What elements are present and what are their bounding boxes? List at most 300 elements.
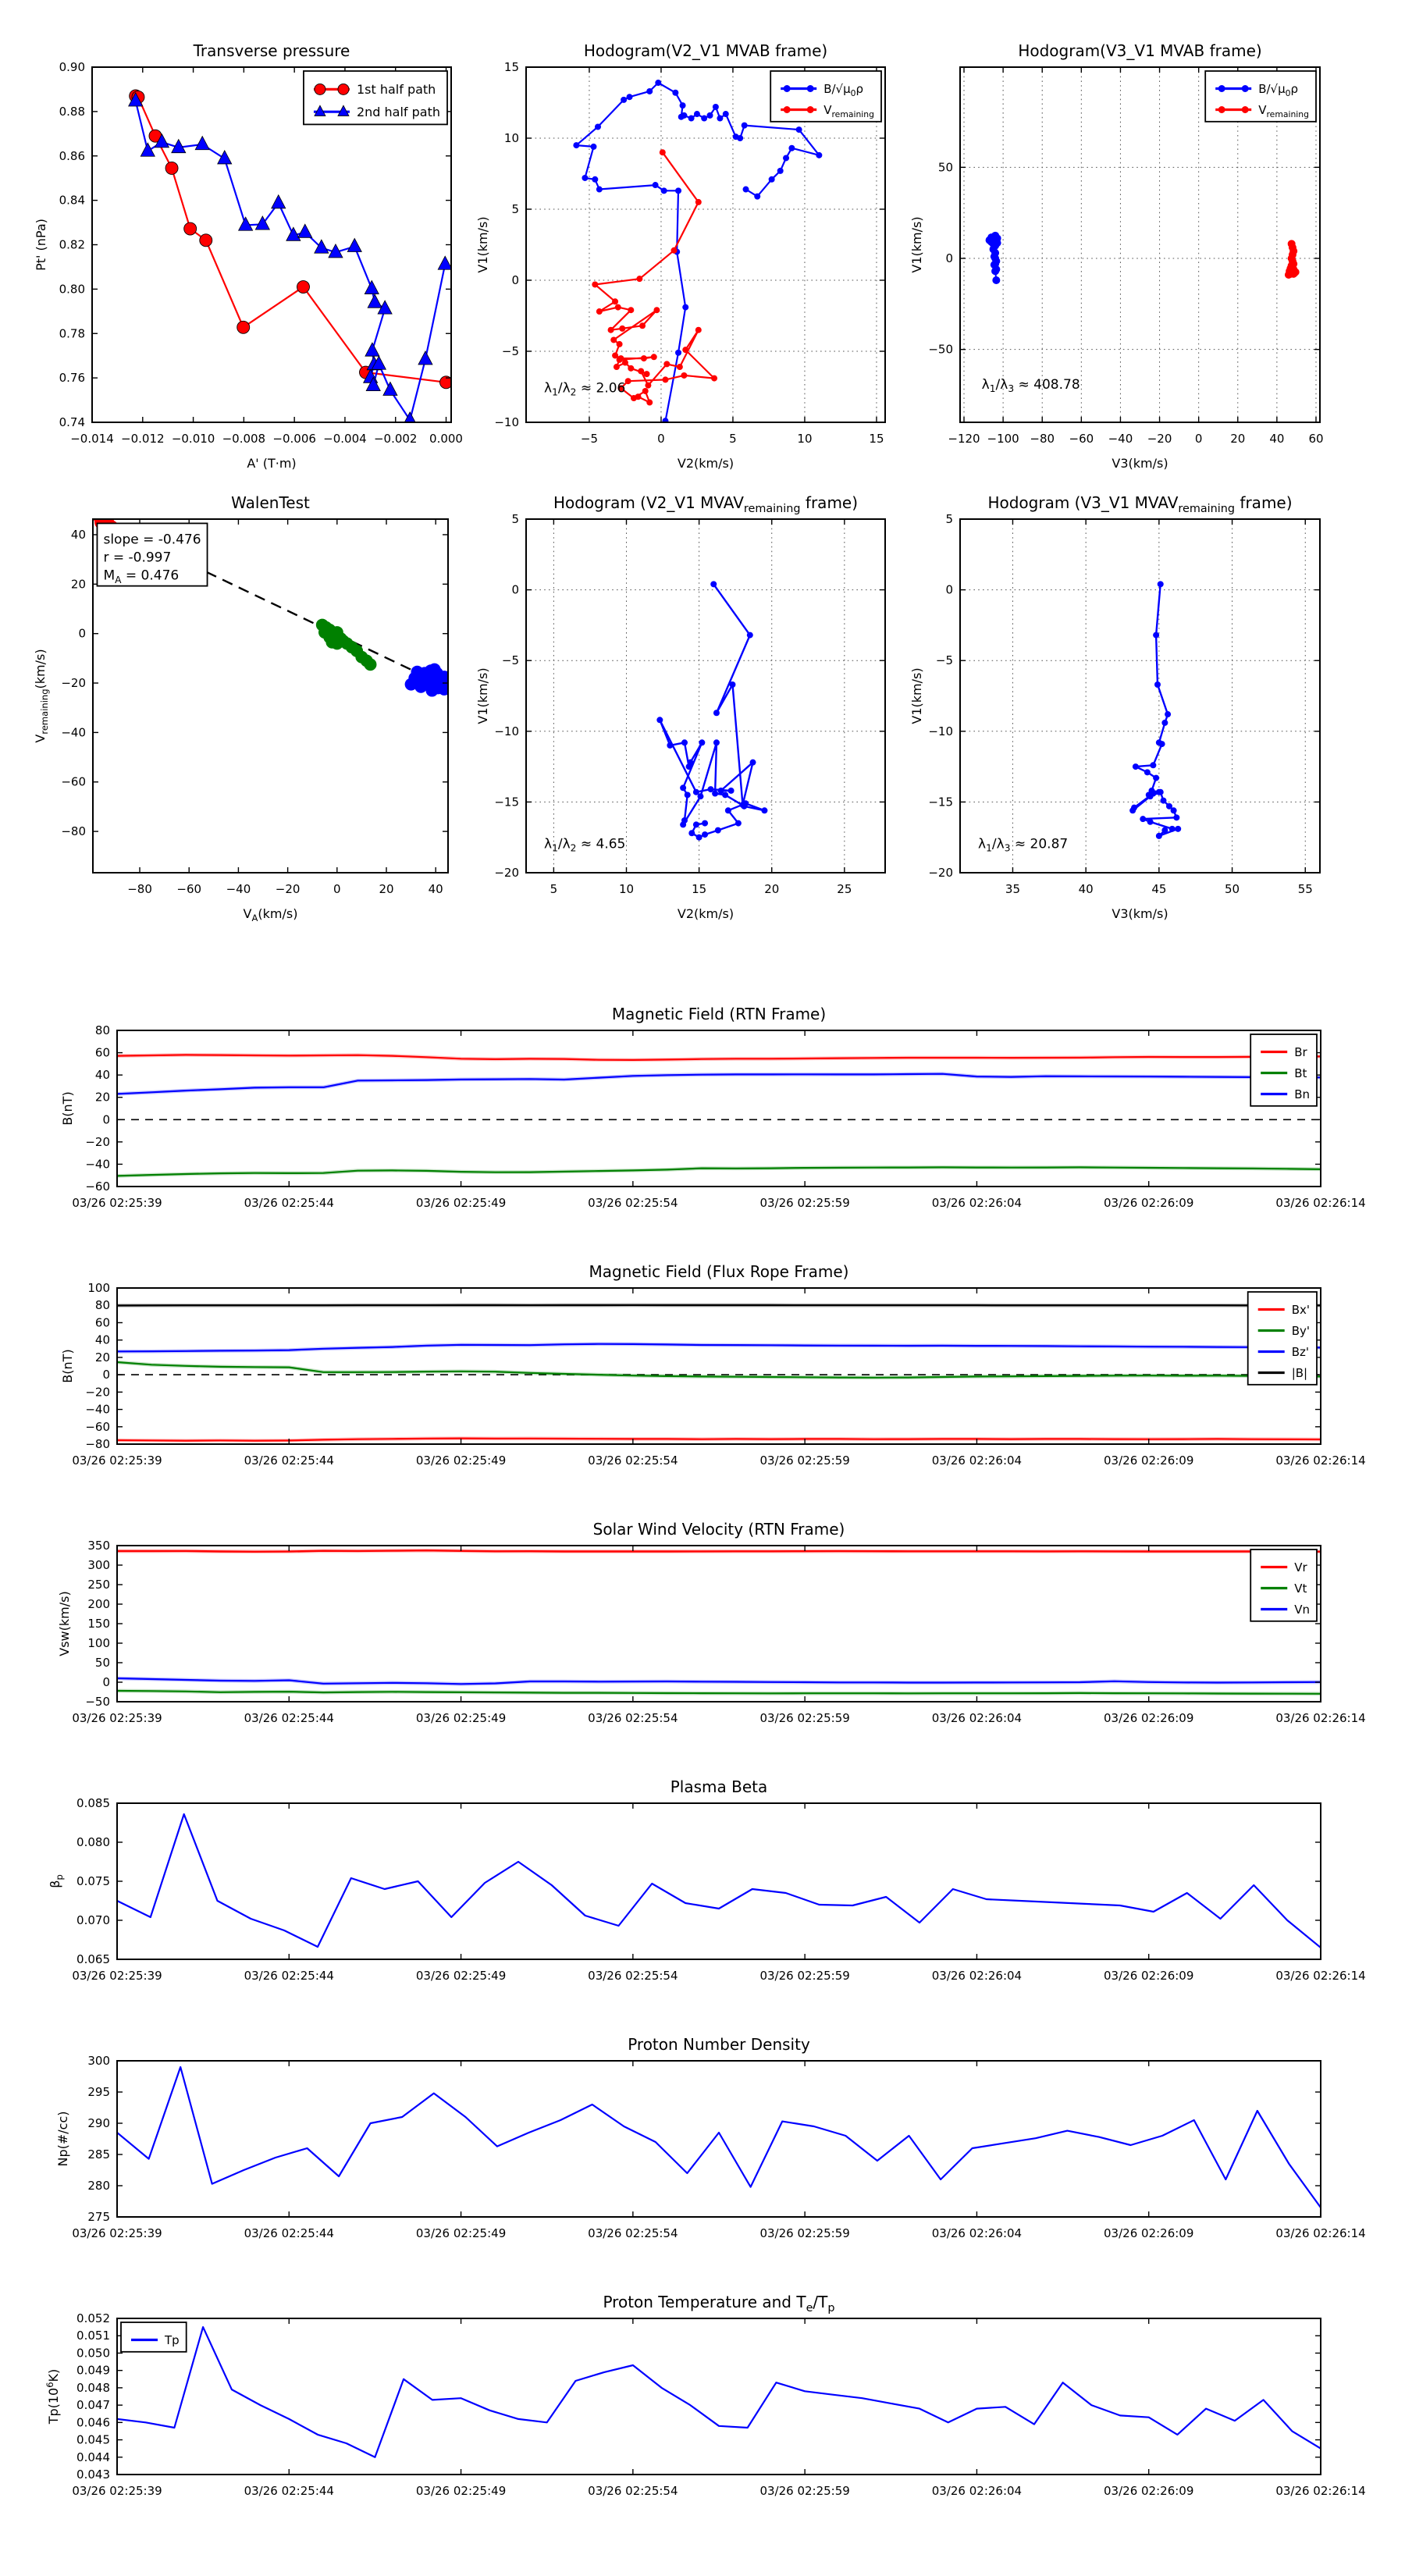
svg-text:−50: −50 — [928, 342, 953, 357]
panel-proton-temperature — [44, 2293, 1366, 2498]
dot-marker — [617, 341, 623, 347]
legend — [1248, 1292, 1317, 1385]
svg-text:−40: −40 — [226, 882, 251, 896]
svg-text:5: 5 — [945, 512, 953, 526]
svg-text:03/26 02:26:09: 03/26 02:26:09 — [1104, 1453, 1194, 1468]
svg-text:60: 60 — [94, 1315, 110, 1330]
panel-transverse-pressure — [34, 41, 463, 471]
dot-marker — [735, 820, 742, 827]
svg-text:0: 0 — [1194, 432, 1203, 446]
dot-marker — [697, 793, 703, 799]
y-axis-label: B(nT) — [60, 1091, 75, 1126]
svg-text:03/26 02:25:49: 03/26 02:25:49 — [415, 1196, 507, 1210]
svg-text:0.84: 0.84 — [59, 193, 85, 208]
dot-marker — [992, 276, 1000, 284]
svg-text:B/√μ0ρ: $B/√\mu_0\rho$ — [1258, 81, 1299, 98]
svg-text:0: 0 — [511, 273, 519, 287]
dot-marker — [1175, 826, 1181, 832]
svg-text:20: 20 — [94, 1090, 110, 1105]
dot-marker — [1161, 827, 1168, 834]
dot-marker — [713, 739, 720, 745]
dot-marker — [1133, 763, 1139, 770]
panel-magnetic-field-flux-rope — [60, 1262, 1366, 1468]
panel-title: Hodogram(V3_V1 MVAB frame) — [1018, 41, 1262, 60]
svg-text:40: 40 — [1078, 882, 1094, 896]
dot-marker — [693, 821, 699, 827]
dot-marker — [807, 106, 814, 113]
dot-marker — [729, 681, 735, 688]
dot-marker — [702, 831, 708, 838]
x-axis-label: V2(km/s) — [677, 456, 735, 471]
svg-text:2nd half path: 2nd half path — [356, 104, 440, 119]
svg-text:−60: −60 — [85, 1419, 110, 1434]
svg-text:20: 20 — [70, 577, 86, 592]
dot-marker — [728, 788, 735, 794]
svg-text:03/26 02:26:09: 03/26 02:26:09 — [1104, 1196, 1194, 1210]
svg-text:03/26 02:26:09: 03/26 02:26:09 — [1104, 1711, 1194, 1725]
svg-text:−20: −20 — [928, 866, 953, 880]
svg-text:0.080: 0.080 — [76, 1835, 110, 1849]
legend — [1250, 1034, 1317, 1106]
dot-marker — [1292, 269, 1300, 276]
svg-text:10: 10 — [797, 432, 813, 446]
svg-text:300: 300 — [87, 1558, 110, 1572]
dot-marker — [645, 382, 651, 389]
svg-text:Bt: Bt — [1294, 1066, 1307, 1080]
svg-text:15: 15 — [869, 432, 884, 446]
dot-marker — [636, 276, 642, 282]
svg-text:03/26 02:26:09: 03/26 02:26:09 — [1104, 1969, 1194, 1983]
svg-text:25: 25 — [837, 882, 852, 896]
svg-text:−60: −60 — [1069, 432, 1094, 446]
svg-text:03/26 02:25:39: 03/26 02:25:39 — [72, 1453, 162, 1468]
svg-text:Vn: Vn — [1294, 1602, 1310, 1617]
svg-text:−0.010: −0.010 — [171, 432, 215, 446]
svg-text:−80: −80 — [127, 882, 152, 896]
svg-text:200: 200 — [87, 1597, 110, 1611]
dot-marker — [680, 102, 686, 109]
svg-text:0.085: 0.085 — [76, 1796, 110, 1810]
svg-text:|B|: |B| — [1291, 1365, 1308, 1380]
svg-text:0: 0 — [657, 432, 665, 446]
svg-text:03/26 02:26:04: 03/26 02:26:04 — [931, 2484, 1023, 2498]
series-line-|B| — [117, 1305, 1321, 1306]
dot-marker — [425, 685, 438, 697]
dot-marker — [761, 807, 767, 813]
dot-marker — [590, 144, 596, 150]
dot-marker — [646, 400, 653, 406]
dot-marker — [615, 304, 621, 311]
y-axis-label: $\beta_p$ — [48, 1874, 66, 1888]
svg-text:0.049: 0.049 — [76, 2363, 110, 2378]
svg-text:280: 280 — [87, 2179, 110, 2193]
svg-text:03/26 02:25:44: 03/26 02:25:44 — [244, 1969, 334, 1983]
svg-text:0: 0 — [945, 251, 953, 265]
svg-text:0.047: 0.047 — [76, 2398, 110, 2413]
dot-marker — [1144, 769, 1151, 775]
svg-text:−5: −5 — [935, 653, 953, 668]
panel-magnetic-field-rtn — [60, 1005, 1366, 1210]
dot-marker — [1140, 816, 1146, 822]
dot-marker — [1153, 775, 1159, 781]
dot-marker — [638, 368, 644, 374]
dot-marker — [662, 376, 668, 382]
svg-text:10: 10 — [618, 882, 635, 896]
svg-text:0.051: 0.051 — [76, 2329, 110, 2343]
svg-text:0.048: 0.048 — [76, 2380, 110, 2395]
dot-marker — [660, 149, 666, 155]
dot-marker — [1169, 826, 1176, 832]
dot-marker — [1218, 106, 1225, 113]
svg-text:03/26 02:25:54: 03/26 02:25:54 — [588, 1196, 678, 1210]
plot-area — [117, 1803, 1321, 1959]
dot-marker — [711, 375, 717, 382]
dot-marker — [1129, 807, 1136, 813]
svg-text:03/26 02:25:59: 03/26 02:25:59 — [759, 2484, 850, 2498]
dot-marker — [725, 807, 731, 813]
svg-text:−0.004: −0.004 — [323, 432, 367, 446]
panel-proton-number-density — [55, 2035, 1366, 2240]
dot-marker — [783, 155, 789, 161]
dot-marker — [696, 834, 702, 841]
dot-marker — [582, 175, 588, 181]
svg-text:−80: −80 — [61, 824, 86, 839]
svg-text:5: 5 — [550, 882, 558, 896]
svg-text:0.044: 0.044 — [76, 2450, 110, 2464]
svg-text:03/26 02:25:49: 03/26 02:25:49 — [415, 1711, 507, 1725]
dot-marker — [595, 123, 601, 130]
dot-marker — [687, 760, 693, 766]
panel-title: Transverse pressure — [193, 41, 350, 60]
svg-text:40: 40 — [94, 1068, 110, 1083]
dot-marker — [641, 355, 647, 361]
svg-text:−0.002: −0.002 — [373, 432, 418, 446]
dot-marker — [1147, 793, 1154, 799]
svg-text:03/26 02:25:44: 03/26 02:25:44 — [244, 1711, 334, 1725]
dot-marker — [667, 742, 673, 749]
dot-marker — [608, 327, 614, 333]
dot-marker — [655, 80, 661, 86]
dot-marker — [707, 112, 713, 119]
dot-marker — [784, 85, 791, 92]
dot-marker — [680, 821, 686, 827]
svg-text:Vr: Vr — [1294, 1560, 1307, 1574]
svg-text:Bn: Bn — [1294, 1087, 1310, 1101]
svg-text:−20: −20 — [85, 1134, 110, 1149]
svg-text:−0.006: −0.006 — [272, 432, 316, 446]
svg-text:−5: −5 — [501, 344, 519, 358]
circle-marker — [297, 281, 309, 294]
dot-marker — [681, 112, 687, 119]
dot-marker — [614, 364, 620, 370]
dot-marker — [681, 372, 687, 379]
svg-text:0.88: 0.88 — [59, 104, 85, 119]
panel-hodogram-v2v1-mvab — [475, 41, 885, 471]
plot-area — [117, 2318, 1321, 2475]
svg-text:03/26 02:25:54: 03/26 02:25:54 — [588, 2226, 678, 2240]
svg-text:45: 45 — [1151, 882, 1167, 896]
svg-text:03/26 02:25:39: 03/26 02:25:39 — [72, 1196, 162, 1210]
dot-marker — [622, 360, 628, 366]
svg-text:03/26 02:25:39: 03/26 02:25:39 — [72, 2484, 162, 2498]
dot-marker — [617, 357, 623, 363]
y-axis-label: V1(km/s) — [475, 667, 490, 724]
dot-marker — [742, 800, 749, 806]
dot-marker — [784, 106, 791, 113]
lambda-annotation: $\lambda_1/\lambda_3 \approx 408.78$ — [981, 376, 1080, 395]
y-axis-label: Vsw(km/s) — [57, 1591, 72, 1656]
dot-marker — [573, 142, 579, 148]
panel-title: WalenTest — [231, 493, 310, 512]
svg-text:03/26 02:26:14: 03/26 02:26:14 — [1275, 1969, 1366, 1983]
panel-title: Hodogram (V3_V1 $MVAV_{remaining}$ frame) — [987, 493, 1293, 516]
svg-text:03/26 02:25:59: 03/26 02:25:59 — [759, 1711, 850, 1725]
svg-text:Bx': Bx' — [1291, 1302, 1310, 1317]
dot-marker — [750, 760, 756, 766]
dot-marker — [1158, 789, 1164, 795]
dot-marker — [701, 116, 707, 122]
dot-marker — [626, 94, 632, 100]
svg-text:03/26 02:25:44: 03/26 02:25:44 — [244, 2484, 334, 2498]
svg-text:03/26 02:26:14: 03/26 02:26:14 — [1275, 2484, 1366, 2498]
svg-text:Br: Br — [1294, 1044, 1307, 1059]
svg-text:40: 40 — [70, 527, 86, 542]
dot-marker — [694, 111, 700, 117]
dot-marker — [695, 327, 702, 333]
dot-marker — [682, 347, 688, 353]
svg-text:Bz': Bz' — [1291, 1344, 1309, 1359]
panel-title: Plasma Beta — [670, 1777, 768, 1796]
svg-text:60: 60 — [1308, 432, 1324, 446]
dot-marker — [713, 104, 719, 110]
panel-title: Hodogram(V2_V1 MVAB frame) — [583, 41, 828, 60]
annotation-box — [97, 523, 207, 585]
dot-marker — [1153, 632, 1159, 639]
dot-marker — [596, 308, 603, 315]
svg-text:−80: −80 — [1030, 432, 1055, 446]
panel-walen-test — [33, 493, 454, 923]
dot-marker — [440, 679, 453, 692]
svg-text:0.075: 0.075 — [76, 1874, 110, 1888]
svg-text:0.78: 0.78 — [59, 326, 85, 341]
dot-marker — [1147, 819, 1154, 825]
x-axis-label: A' (T·m) — [247, 456, 297, 471]
dot-marker — [592, 281, 598, 287]
panel-hodogram-v2v1-mvav — [475, 493, 885, 921]
lambda-annotation: $\lambda_1/\lambda_3 \approx 20.87$ — [978, 836, 1069, 854]
svg-text:275: 275 — [87, 2210, 110, 2224]
svg-text:−15: −15 — [928, 795, 953, 809]
svg-text:40: 40 — [94, 1332, 110, 1347]
svg-text:150: 150 — [87, 1617, 110, 1631]
lambda-annotation: $\lambda_1/\lambda_2 \approx 2.06$ — [544, 380, 626, 398]
dot-marker — [722, 792, 728, 798]
dot-marker — [1156, 833, 1162, 839]
svg-text:MA = 0.476: $M_A = 0.476$ — [103, 568, 180, 585]
svg-text:Vremaining: $V_{remaining}$ — [1258, 102, 1309, 119]
dot-marker — [1154, 681, 1161, 688]
svg-text:By': By' — [1291, 1323, 1310, 1338]
svg-text:−60: −60 — [176, 882, 202, 896]
svg-text:−10: −10 — [494, 724, 519, 738]
svg-text:0.86: 0.86 — [59, 148, 85, 163]
svg-text:03/26 02:25:54: 03/26 02:25:54 — [588, 1453, 678, 1468]
svg-text:03/26 02:25:49: 03/26 02:25:49 — [415, 1969, 507, 1983]
svg-text:03/26 02:26:04: 03/26 02:26:04 — [931, 2226, 1023, 2240]
svg-text:35: 35 — [1005, 882, 1021, 896]
legend — [304, 71, 447, 124]
dot-marker — [695, 199, 702, 205]
dot-marker — [1242, 85, 1249, 92]
dot-marker — [672, 90, 678, 96]
dot-marker — [1160, 798, 1166, 804]
svg-text:Vt: Vt — [1294, 1581, 1307, 1596]
svg-text:03/26 02:26:14: 03/26 02:26:14 — [1275, 1711, 1366, 1725]
dot-marker — [1159, 741, 1165, 747]
svg-text:−120: −120 — [948, 432, 980, 446]
plot-area — [117, 1288, 1321, 1444]
dot-marker — [653, 307, 660, 313]
svg-text:5: 5 — [511, 512, 519, 526]
panel-title: Magnetic Field (RTN Frame) — [611, 1005, 827, 1023]
svg-text:−20: −20 — [61, 676, 86, 691]
svg-text:40: 40 — [428, 882, 443, 896]
svg-text:−100: −100 — [987, 432, 1019, 446]
dot-marker — [754, 194, 760, 200]
svg-text:0.043: 0.043 — [76, 2467, 110, 2482]
svg-text:03/26 02:25:39: 03/26 02:25:39 — [72, 2226, 162, 2240]
dot-marker — [325, 636, 338, 649]
svg-text:50: 50 — [1225, 882, 1240, 896]
svg-text:0.052: 0.052 — [76, 2311, 110, 2325]
y-axis-label: $V_{remaining}(km/s)$ — [33, 649, 51, 743]
svg-text:03/26 02:25:54: 03/26 02:25:54 — [588, 1711, 678, 1725]
dot-marker — [1165, 711, 1171, 717]
circle-marker — [338, 84, 349, 94]
svg-text:−15: −15 — [494, 795, 519, 809]
dot-marker — [635, 393, 642, 400]
dot-marker — [1173, 814, 1179, 820]
dot-marker — [807, 85, 814, 92]
dot-marker — [710, 581, 717, 587]
dot-marker — [646, 88, 653, 94]
dot-marker — [639, 322, 646, 329]
dot-marker — [628, 307, 634, 313]
svg-text:0: 0 — [102, 1675, 110, 1689]
svg-text:−80: −80 — [85, 1437, 110, 1451]
svg-text:0: 0 — [102, 1112, 110, 1127]
dot-marker — [737, 135, 743, 141]
svg-text:03/26 02:26:04: 03/26 02:26:04 — [931, 1969, 1023, 1983]
x-axis-label: V2(km/s) — [677, 906, 735, 921]
dot-marker — [663, 361, 670, 367]
svg-text:−60: −60 — [85, 1179, 110, 1194]
dot-marker — [688, 830, 695, 836]
svg-text:0.76: 0.76 — [59, 371, 85, 386]
dot-marker — [991, 267, 999, 275]
svg-text:03/26 02:26:14: 03/26 02:26:14 — [1275, 1453, 1366, 1468]
circle-marker — [165, 162, 178, 174]
svg-text:−20: −20 — [275, 882, 301, 896]
svg-text:0.000: 0.000 — [429, 432, 463, 446]
svg-text:50: 50 — [937, 160, 953, 175]
svg-text:−50: −50 — [85, 1695, 110, 1709]
y-axis-label: Np(#/cc) — [55, 2111, 70, 2167]
svg-text:15: 15 — [503, 60, 519, 74]
dot-marker — [1161, 720, 1168, 726]
svg-text:0: 0 — [333, 882, 341, 896]
dot-marker — [1218, 85, 1225, 92]
dot-marker — [364, 658, 376, 671]
svg-text:Vremaining: $V_{remaining}$ — [823, 102, 874, 119]
panel-title: Hodogram (V2_V1 $MVAV_{remaining}$ frame) — [553, 493, 859, 516]
svg-text:03/26 02:26:09: 03/26 02:26:09 — [1104, 2484, 1194, 2498]
dot-marker — [747, 632, 753, 639]
dot-marker — [702, 820, 708, 827]
x-axis-label: V3(km/s) — [1112, 456, 1168, 471]
dot-marker — [1171, 807, 1177, 813]
svg-text:0.045: 0.045 — [76, 2432, 110, 2447]
svg-text:−10: −10 — [928, 724, 953, 738]
circle-marker — [237, 321, 250, 333]
dot-marker — [796, 126, 802, 133]
dot-marker — [742, 123, 748, 129]
svg-text:−5: −5 — [580, 432, 599, 446]
circle-marker — [184, 222, 197, 235]
y-axis-label: $Tp(10^6K)$ — [44, 2368, 61, 2425]
svg-text:60: 60 — [94, 1045, 110, 1060]
dot-marker — [816, 152, 822, 158]
svg-text:03/26 02:26:14: 03/26 02:26:14 — [1275, 2226, 1366, 2240]
svg-text:0: 0 — [102, 1368, 110, 1382]
svg-text:03/26 02:25:44: 03/26 02:25:44 — [244, 1453, 334, 1468]
dot-marker — [677, 364, 683, 370]
dot-marker — [621, 97, 627, 103]
svg-text:03/26 02:25:49: 03/26 02:25:49 — [415, 2226, 507, 2240]
svg-text:−5: −5 — [501, 653, 519, 668]
dot-marker — [675, 350, 681, 356]
svg-text:20: 20 — [764, 882, 780, 896]
svg-text:0.90: 0.90 — [59, 60, 85, 74]
lambda-annotation: $\lambda_1/\lambda_2 \approx 4.65$ — [544, 836, 626, 854]
svg-text:03/26 02:25:54: 03/26 02:25:54 — [588, 2484, 678, 2498]
panel-plasma-beta — [48, 1777, 1366, 1983]
dot-marker — [625, 378, 631, 384]
dot-marker — [682, 304, 688, 311]
svg-text:−40: −40 — [85, 1402, 110, 1417]
y-axis-label: V1(km/s) — [475, 216, 490, 273]
dot-marker — [628, 365, 634, 372]
dot-marker — [777, 168, 784, 174]
svg-text:03/26 02:25:59: 03/26 02:25:59 — [759, 1453, 850, 1468]
svg-text:285: 285 — [87, 2147, 110, 2161]
dot-marker — [688, 116, 695, 122]
svg-text:290: 290 — [87, 2116, 110, 2130]
dot-marker — [612, 298, 618, 304]
svg-text:300: 300 — [87, 2054, 110, 2068]
dot-marker — [653, 182, 659, 188]
legend — [770, 71, 881, 122]
dot-marker — [715, 827, 721, 834]
svg-text:−0.014: −0.014 — [70, 432, 114, 446]
y-axis-label: B(nT) — [60, 1349, 75, 1383]
svg-text:50: 50 — [94, 1656, 110, 1670]
svg-text:100: 100 — [87, 1281, 110, 1295]
dot-marker — [619, 326, 625, 332]
dot-marker — [680, 785, 686, 791]
svg-text:B/√μ0ρ: $B/√\mu_0\rho$ — [823, 81, 864, 98]
panel-hodogram-v3v1-mvav — [909, 493, 1320, 921]
